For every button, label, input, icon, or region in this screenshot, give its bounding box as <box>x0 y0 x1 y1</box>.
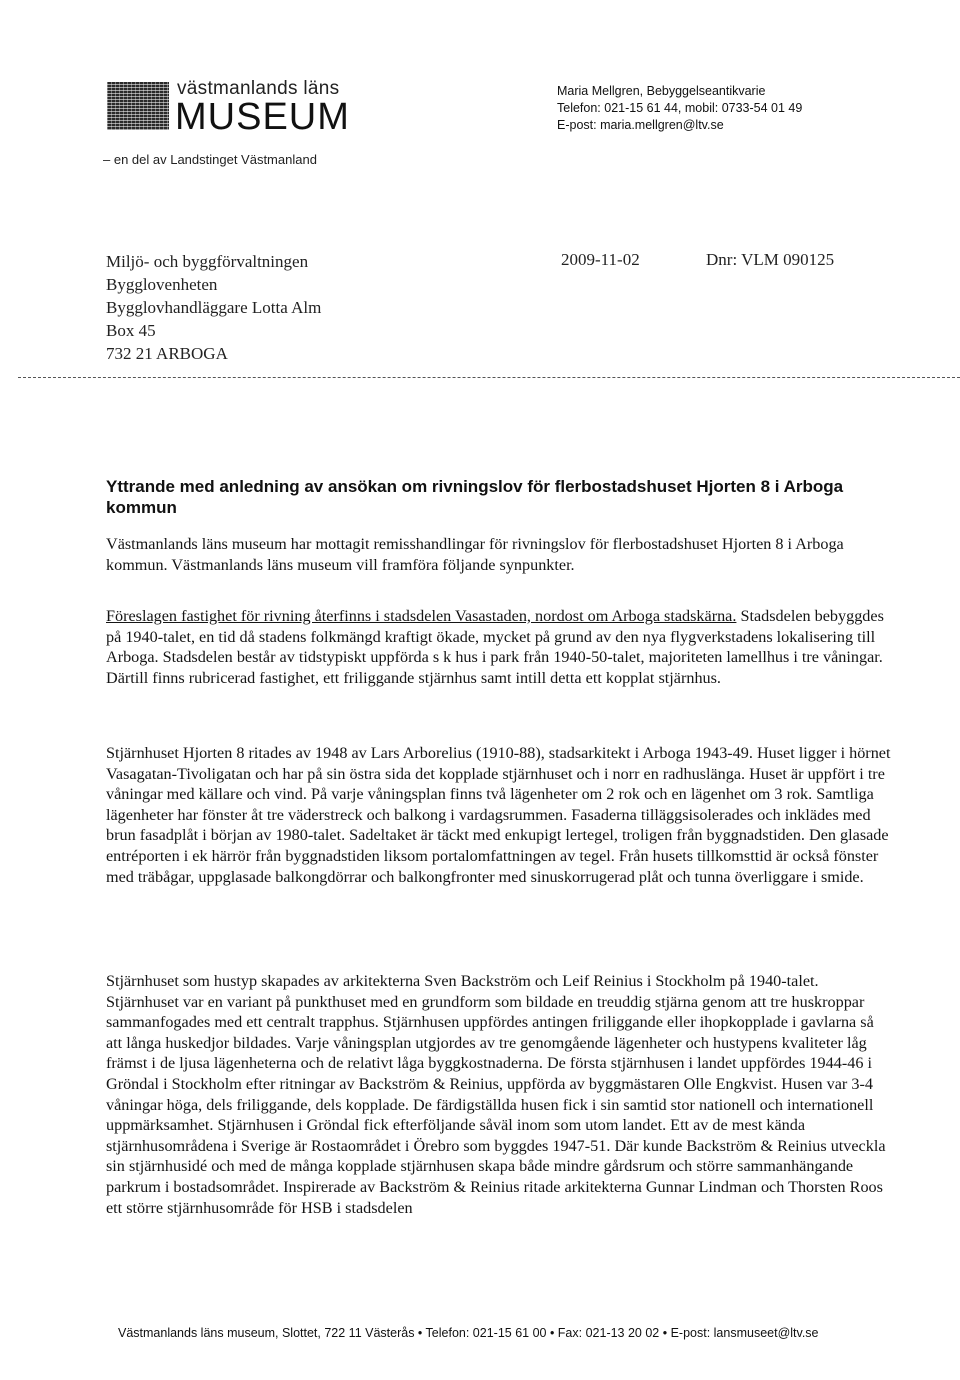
body-paragraph-4 <box>106 971 891 1218</box>
paragraph-text: Stjärnhuset som hustyp skapades av arkitekterna Sven Backström och Leif Reinius i Stockholm på 1940-talet. Stjärnhuset var en variant på punkthuset med en grundform som bildade en treuddig stjärna genom att tre huskroppar sammanfogades med ett centralt trapphus. Stjärnhusen uppfördes antingen friliggande eller ihopkopplade i gavlarna så att långa huskedjor bildades. Varje våningsplan utgjordes av tre genomgående lägenheter och hustypens kvaliteter låg främst i de ljusa lägenheterna och de relativt låga byggkostnaderna. De första stjärnhusen i landet uppfördes 1944-46 i Gröndal i Stockholm efter ritningar av Backström & Reinius, uppförda av byggmästaren Olle Engkvist. Husen var 3-4 våningar höga, dels friliggande, dels kopplade. De färdigställda husen fick i sin samtid stor nationell och internationell uppmärksamhet. Stjärnhusen i Gröndal fick efterföljande såväl inom som utom landet. Ett av de mest kända stjärnhusområdena i Sverige är Rostaområdet i Örebro som byggdes 1947-51. Där kunde Backström & Reinius utveckla sin stjärnhusidé och med de många kopplade stjärnhusen skapa både mindre gårdsrum och större sammanhängande parkrum i bostadsområdet. Inspirerade av Backström & Reinius ritade arkitekterna Gunnar Lindman och Thorsten Roos ett större stjärnhusområde för HSB i stadsdelen <box>106 972 886 1217</box>
sender-name: Maria Mellgren, Bebyggelseantikvarie <box>557 84 766 98</box>
recipient-line: Bygglovenheten <box>106 275 218 294</box>
logo-text-museum: MUSEUM <box>175 96 350 138</box>
body-paragraph-2 <box>106 606 891 688</box>
reference-number: Dnr: VLM 090125 <box>706 250 835 269</box>
logo-tagline: – en del av Landstinget Västmanland <box>103 152 317 167</box>
sender-email: E-post: maria.mellgren@ltv.se <box>557 118 724 132</box>
sender-phone: Telefon: 021-15 61 44, mobil: 0733-54 01 49 <box>557 101 803 115</box>
body-paragraph-1 <box>106 534 891 575</box>
paragraph-underlined-text: Föreslagen fastighet för rivning återfinns i stadsdelen Vasastaden, nordost om Arboga stadskärna. <box>106 607 737 625</box>
recipient-line: Miljö- och byggförvaltningen <box>106 252 309 271</box>
letter-footer: Västmanlands läns museum, Slottet, 722 11 Västerås • Telefon: 021-15 61 00 • Fax: 021-13 20 02 • E-post: lansmuseet@ltv.se <box>118 1326 819 1340</box>
body-paragraph-3 <box>106 743 891 887</box>
letter-date: 2009-11-02 <box>561 250 640 269</box>
logo-text-top: västmanlands läns <box>177 78 340 99</box>
letter-heading: Yttrande med anledning av ansökan om rivningslov för flerbostadshuset Hjorten 8 i Arboga kommun <box>106 477 844 517</box>
recipient-line: 732 21 ARBOGA <box>106 344 228 363</box>
paragraph-text: Västmanlands läns museum har mottagit remisshandlingar för rivningslov för flerbostadshuset Hjorten 8 i Arboga kommun. Västmanlands läns museum vill framföra följande synpunkter. <box>106 535 844 574</box>
recipient-line: Bygglovhandläggare Lotta Alm <box>106 298 322 317</box>
paragraph-text: Stadsdelen bebyggdes på 1940-talet, en tid då stadens folkmängd kraftigt ökade, mycket på grund av den nya flygverkstadens lokalisering till Arboga. Stadsdelen består av tidstypiskt uppförda s k hus i park från 1940-50-talet, majoriteten lamellhus i tre våningar. Därtill finns rubricerad fastighet, ett friliggande stjärnhus samt intill detta ett kopplat stjärnhus. <box>106 607 884 687</box>
sender-contact <box>557 83 802 134</box>
recipient-address <box>106 250 321 365</box>
header-divider <box>18 377 960 378</box>
paragraph-text: Stjärnhuset Hjorten 8 ritades av 1948 av Lars Arborelius (1910-88), stadsarkitekt i Arboga 1943-49. Huset ligger i hörnet Vasagatan-Tivoligatan och har på sin östra sida det kopplade stjärnhuset och i norr en radhuslänga. Huset är uppfört i tre våningar med källare och vind. På varje våningsplan finns två lägenheter om 2 rok och en lägenhet om 3 rok. Samtliga lägenheter har fönster åt tre väderstreck och balkong i vardagsrummen. Fasaderna tilläggsisolerades och inklädes med brun fasadplåt i början av 1980-talet. Sadeltaket är täckt med enkupigt lertegel, troligen från byggnadstiden. Den glasade entréporten i ek härrör från byggnadstiden liksom portalomfattningen av tegel. Från husets tillkomsttid är också fönster med träbågar, uppglasade balkongdörrar och balkongfronter med sinuskorrugerad plåt och tunna överliggare i smide. <box>106 744 891 886</box>
recipient-line: Box 45 <box>106 321 156 340</box>
museum-logo-mark <box>107 82 169 130</box>
